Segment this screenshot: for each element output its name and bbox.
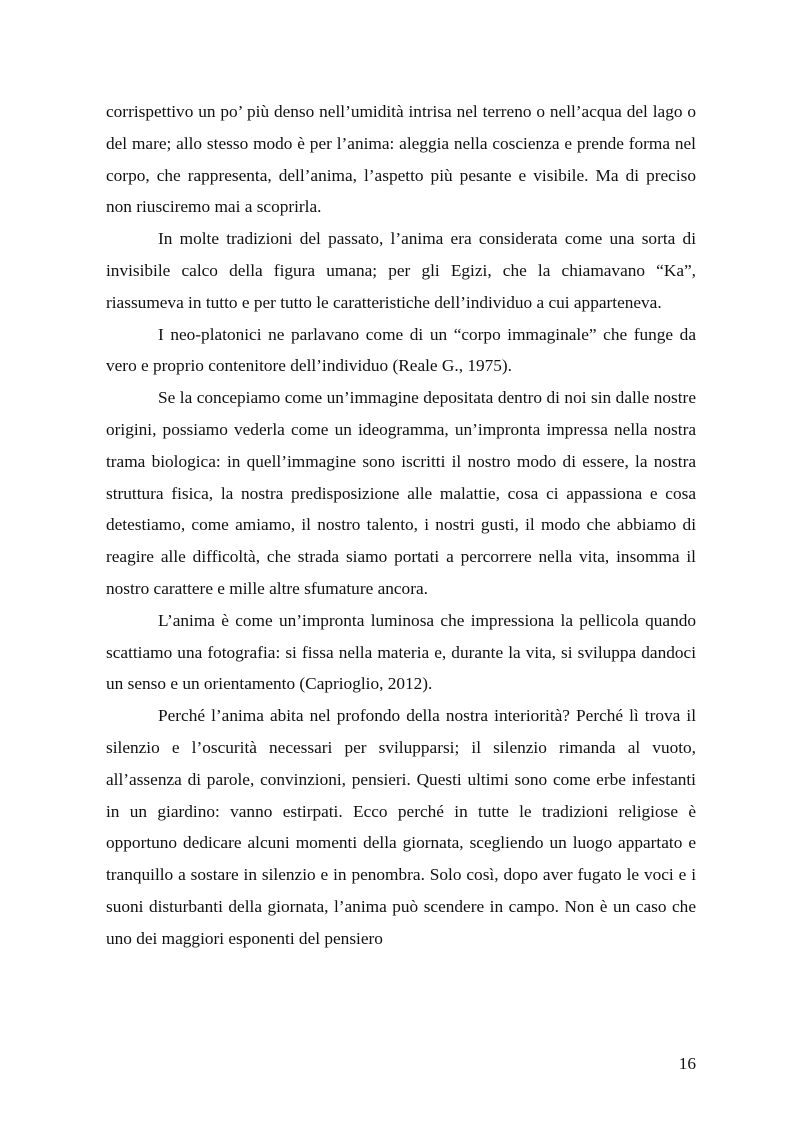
paragraph-1: corrispettivo un po’ più denso nell’umidità intrisa nel terreno o nell’acqua del lago o del mare; allo stesso modo è per l’anima: aleggia nella coscienza e prende forma nel corpo, che rappresenta, dell’anima, l’aspetto più pesante e visibile. Ma di preciso non riusciremo mai a scoprirla. — [106, 102, 696, 217]
paragraph-3: I neo-platonici ne parlavano come di un “corpo immaginale” che funge da vero e proprio contenitore dell’individuo (Reale G., 1975). — [106, 324, 696, 376]
paragraph-6: Perché l’anima abita nel profondo della nostra interiorità? Perché lì trova il silenzio e l’oscurità necessari per svilupparsi; il silenzio rimanda al vuoto, all’assenza di parole, convinzioni, pensieri. Questi ultimi sono come erbe infestanti in un giardino: vanno estirpati. Ecco perché in tutte le tradizioni religiose è opportuno dedicare alcuni momenti della giornata, scegliendo un luogo appartato e tranquillo a sostare in silenzio e in penombra. Solo così, dopo aver fugato le voci e i suoni disturbanti della giornata, l’anima può scendere in campo. Non è un caso che uno dei maggiori esponenti del pensiero — [106, 706, 696, 948]
paragraph-4: Se la concepiamo come un’immagine depositata dentro di noi sin dalle nostre origini, possiamo vederla come un ideogramma, un’impronta impressa nella nostra trama biologica: in quell’immagine sono iscritti il nostro modo di essere, la nostra struttura fisica, la nostra predisposizione alle malattie, cosa ci appassiona e cosa detestiamo, come amiamo, il nostro talento, i nostri gusti, il modo che abbiamo di reagire alle difficoltà, che strada siamo portati a percorrere nella vita, insomma il nostro carattere e mille altre sfumature ancora. — [106, 388, 696, 598]
page-number: 16 — [678, 1054, 696, 1073]
body-text — [106, 96, 696, 955]
paragraph-5: L’anima è come un’impronta luminosa che impressiona la pellicola quando scattiamo una fotografia: si fissa nella materia e, durante la vita, si sviluppa dandoci un senso e un orientamento (Caprioglio, 2012). — [106, 610, 696, 694]
paragraph-2: In molte tradizioni del passato, l’anima era considerata come una sorta di invisibile calco della figura umana; per gli Egizi, che la chiamavano “Ka”, riassumeva in tutto e per tutto le caratteristiche dell’individuo a cui apparteneva. — [106, 229, 696, 312]
